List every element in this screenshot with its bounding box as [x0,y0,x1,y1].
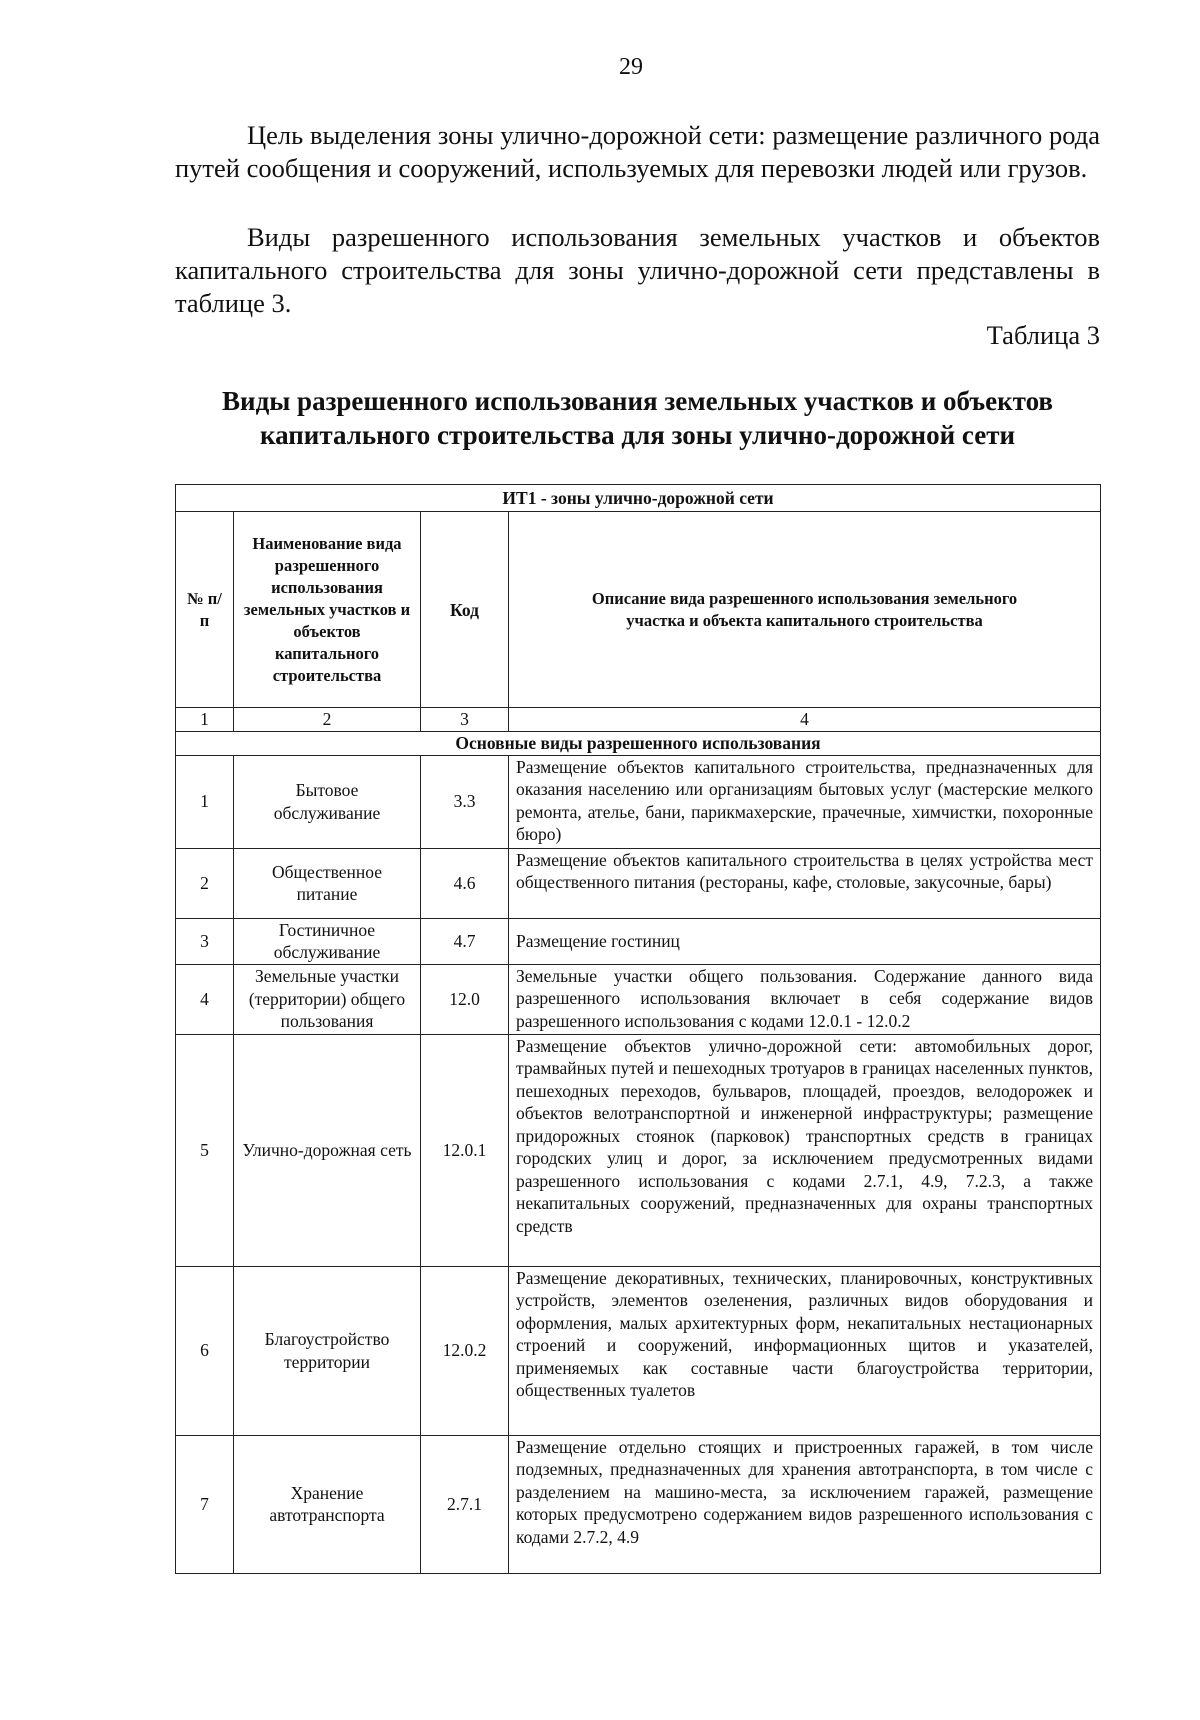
row-code: 3.3 [421,755,509,848]
row-code: 12.0.2 [421,1266,509,1435]
row-name: Благоустройство территории [234,1266,421,1435]
table-row [176,848,1101,918]
column-number: 4 [509,708,1101,732]
header-name: Наименование вида разрешенного использования земельных участков и объектов капитального строительства [234,512,421,708]
row-description: Размещение объектов капитального строительства, предназначенных для оказания населению или организациям бытовых услуг (мастерские мелкого ремонта, ателье, бани, парикмахерские, прачечные, химчистки, похоронные бюро) [509,755,1101,848]
table-row [176,918,1101,964]
row-num: 2 [176,848,234,918]
table-title-line: капитального строительства для зоны улично-дорожной сети [259,420,1016,450]
row-num: 4 [176,964,234,1034]
section-header: Основные виды разрешенного использования [176,731,1101,755]
row-code: 12.0 [421,964,509,1034]
land-use-table [175,484,1101,1574]
table-row [176,964,1101,1034]
row-num: 3 [176,918,234,964]
row-name: Улично-дорожная сеть [234,1034,421,1266]
row-name: Общественное питание [234,848,421,918]
column-number: 3 [421,708,509,732]
header-num: № п/п [176,512,234,708]
row-num: 6 [176,1266,234,1435]
header-description: Описание вида разрешенного использования земельного участка и объекта капитального строительства [509,512,1101,708]
row-name: Бытовое обслуживание [234,755,421,848]
row-description: Размещение гостиниц [509,918,1101,964]
row-code: 4.7 [421,918,509,964]
row-description: Размещение объектов улично-дорожной сети: автомобильных дорог, трамвайных путей и пешеходных тротуаров в границах населенных пунктов, пешеходных переходов, бульваров, площадей, проездов, велодорожек и объектов велотранспортной и инженерной инфраструктуры; размещение придорожных стоянок (парковок) транспортных средств в границах городских улиц и дорог, за исключением предусмотренных видами разрешенного использования с кодами 2.7.1, 4.9, 7.2.3, а также некапитальных сооружений, предназначенных для охраны транспортных средств [509,1034,1101,1266]
row-num: 1 [176,755,234,848]
row-description: Земельные участки общего пользования. Содержание данного вида разрешенного использования включает в себя содержание видов разрешенного использования с кодами 12.0.1 - 12.0.2 [509,964,1101,1034]
row-name: Хранение автотранспорта [234,1435,421,1573]
paragraph-table-reference [175,221,1100,320]
page-number: 29 [619,54,643,80]
row-description: Размещение декоративных, технических, планировочных, конструктивных устройств, элементов озеленения, различных видов оборудования и оформления, малых архитектурных форм, некапитальных нестационарных строений и сооружений, информационных щитов и указателей, применяемых как составные части благоустройства территории, общественных туалетов [509,1266,1101,1435]
row-num: 5 [176,1034,234,1266]
row-description: Размещение объектов капитального строительства в целях устройства мест общественного питания (рестораны, кафе, столовые, закусочные, бары) [509,848,1101,918]
table-label: Таблица 3 [986,320,1100,350]
table-row [176,1034,1101,1266]
column-number: 2 [234,708,421,732]
header-code: Код [421,512,509,708]
column-number: 1 [176,708,234,732]
table-title-line: Виды разрешенного использования земельных участков и объектов [222,386,1053,416]
row-name: Земельные участки (территории) общего пользования [234,964,421,1034]
paragraph-zone-purpose [175,119,1100,185]
row-name: Гостиничное обслуживание [234,918,421,964]
table-row [176,755,1101,848]
paragraph-text: Виды разрешенного использования земельных участков и объектов капитального строительства для зоны улично-дорожной сети представлены в таблице 3. [175,222,1100,318]
row-code: 4.6 [421,848,509,918]
row-code: 2.7.1 [421,1435,509,1573]
table-row [176,1435,1101,1573]
table-row [176,1266,1101,1435]
paragraph-text: Цель выделения зоны улично-дорожной сети: размещение различного рода путей сообщения и сооружений, используемых для перевозки людей или грузов. [175,120,1100,183]
zone-header: ИТ1 - зоны улично-дорожной сети [176,485,1101,512]
table-title [175,384,1100,452]
row-description: Размещение отдельно стоящих и пристроенных гаражей, в том числе подземных, предназначенных для хранения автотранспорта, в том числе с разделением на машино-места, за исключением гаражей, размещение которых предусмотрено содержанием видов разрешенного использования с кодами 2.7.2, 4.9 [509,1435,1101,1573]
row-num: 7 [176,1435,234,1573]
row-code: 12.0.1 [421,1034,509,1266]
